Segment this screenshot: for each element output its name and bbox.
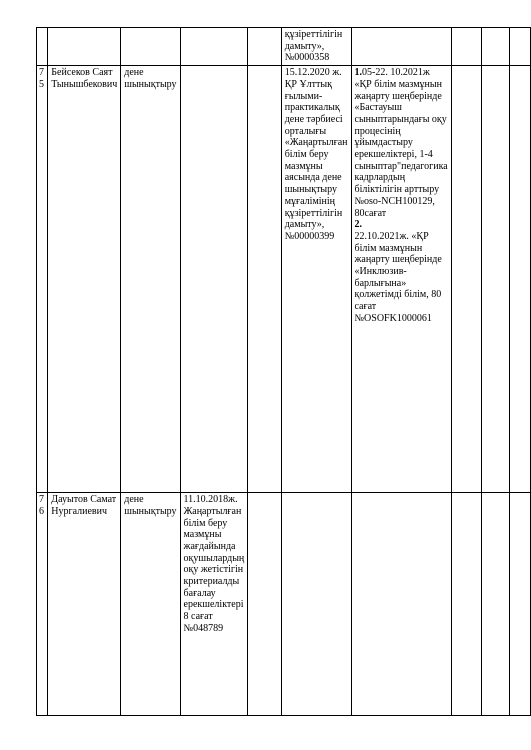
cell [37, 28, 48, 66]
subject: дене шынықтыру [121, 493, 180, 716]
item-number: 1. [354, 67, 362, 79]
cell [351, 493, 451, 716]
course-cell: 15.12.2020 ж. ҚР Ұлттық ғылыми-практикалық дене тәрбиесі орталығы «Жаңартылған білім беру мазмұны аясында дене шынықтыру мұғалімінің құзіреттілігін дамыту», №00000399 [281, 66, 351, 493]
item-number: 2. [354, 219, 362, 231]
staff-qualification-table [36, 27, 531, 716]
cell [509, 66, 530, 493]
cell [451, 66, 482, 493]
course-text: 22.10.2021ж. «ҚР білім мазмұнын жаңарту шеңберінде «Инклюзив-барлығына» қолжетімді білім, 80 сағат №OSOFK1000061 [354, 230, 442, 324]
table-row-76 [37, 493, 531, 716]
cell [482, 28, 510, 66]
teacher-name: Бейсеков Саят Тынышбекович [48, 66, 121, 493]
cell [281, 493, 351, 716]
cell [509, 28, 530, 66]
cell [451, 493, 482, 716]
teacher-name: Дауытов Самат Нургалиевич [48, 493, 121, 716]
cell [248, 493, 281, 716]
cell [180, 66, 248, 493]
cell [248, 66, 281, 493]
cell [48, 28, 121, 66]
row-number: 7 5 [37, 66, 48, 493]
cell [248, 28, 281, 66]
course-cell: құзіреттілігін дамыту», №0000358 [281, 28, 351, 66]
cell [180, 28, 248, 66]
cell [509, 493, 530, 716]
cell [451, 28, 482, 66]
row-number: 7 6 [37, 493, 48, 716]
table-row-75 [37, 66, 531, 493]
course-list-cell [351, 66, 451, 493]
cell [351, 28, 451, 66]
cell [482, 66, 510, 493]
cell [482, 493, 510, 716]
subject: дене шынықтыру [121, 66, 180, 493]
table-row-continued [37, 28, 531, 66]
course-cell: 11.10.2018ж. Жаңартылған білім беру мазмұны жағдайында оқушылардың оқу жетістігін критериалды бағалау ерекшеліктері 8 сағат №048789 [180, 493, 248, 716]
course-text: 05-22. 10.2021ж «ҚР білім мазмұнын жаңарту шеңберінде «Бастауыш сыныптарындағы оқу процесінің ұйымдастыру ерекшеліктері, 1-4 сыныптар"педагогика кадрлардың біліктілігін арттыру №oso-NCH100129, 80сағат [354, 67, 448, 219]
cell [121, 28, 180, 66]
